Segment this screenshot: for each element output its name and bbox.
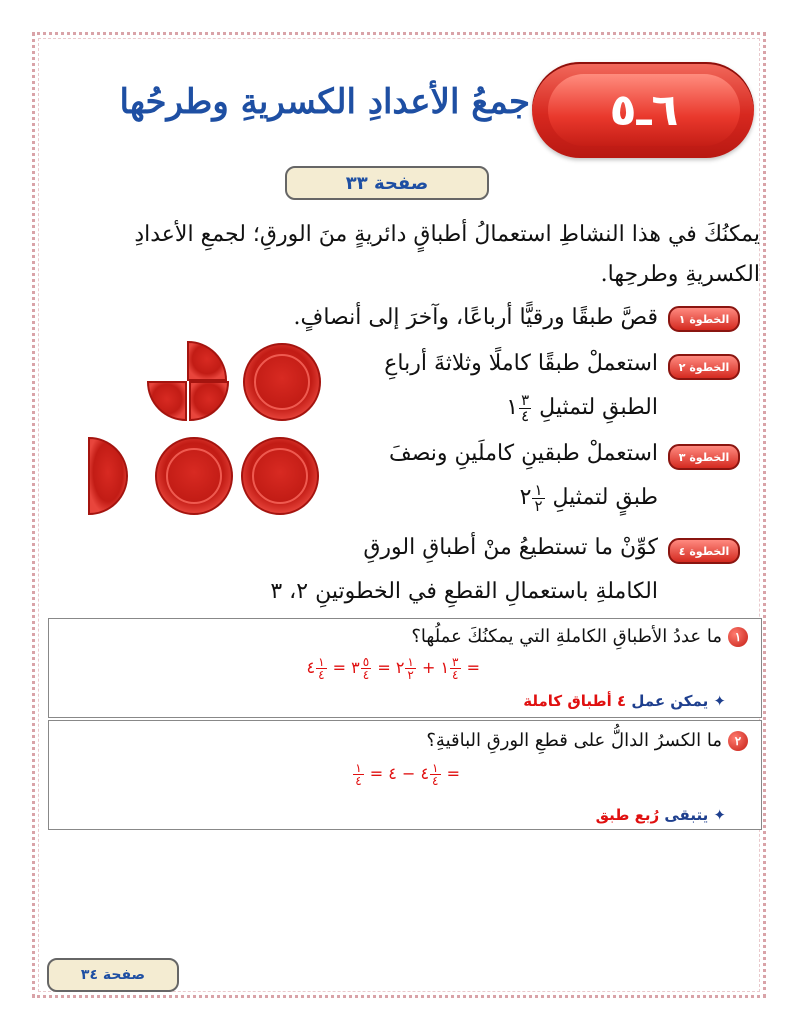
numerator: ٣ xyxy=(521,390,530,409)
step-4-line2: الكاملةِ باستعمالِ القطعِ في الخطوتينِ ٢، ٣ xyxy=(270,579,658,604)
term: $\frac{٥}{٤}$ ٣ xyxy=(351,655,370,682)
fraction xyxy=(532,480,544,515)
step-3-line1: استعملْ طبقينِ كاملَينِ ونصفَ xyxy=(388,441,658,466)
question-2 xyxy=(426,730,748,751)
half-plate xyxy=(89,438,127,514)
step-1-badge: الخطوة ١ xyxy=(668,306,740,332)
denominator: ٢ xyxy=(534,496,543,515)
term: $\frac{١}{٤}$ xyxy=(355,761,362,788)
answer-value: رُبع طبق xyxy=(595,806,660,824)
full-plate xyxy=(242,438,318,514)
step-2-badge: الخطوة ٢ xyxy=(668,354,740,380)
paper-plates-illustration xyxy=(84,340,334,530)
step-2-line1: استعملْ طبقًا كاملًا وثلاثةَ أرباعِ xyxy=(384,351,658,376)
step-3-badge: الخطوة ٣ xyxy=(668,444,740,470)
answer-prefix: ✦ يمكن عمل xyxy=(631,692,726,710)
page-reference-bottom: صفحة ٣٤ xyxy=(47,958,179,992)
step-4-text xyxy=(250,526,658,614)
op-equals: = xyxy=(332,658,347,677)
question-1-work xyxy=(300,656,480,681)
question-1-answer xyxy=(390,692,726,710)
op-plus: + xyxy=(421,658,436,677)
question-1-text: ما عددُ الأطباقِ الكاملةِ التي يمكنُكَ عملُها؟ xyxy=(411,626,722,647)
step-3-text xyxy=(350,432,658,520)
step-1-text: قصَّ طبقًا ورقيًّا أرباعًا، وآخرَ إلى أنصافٍ. xyxy=(293,305,658,330)
term: $\frac{١}{٤}$ ٤ xyxy=(420,761,439,788)
lesson-title: جمعُ الأعدادِ الكسريةِ وطرحُها xyxy=(119,82,530,122)
lesson-number: ٦ـ٥ xyxy=(548,74,740,146)
answer-prefix: ✦ يتبقى xyxy=(664,806,726,824)
op-minus: − xyxy=(401,764,416,783)
question-2-answer xyxy=(440,806,726,824)
op-equals: = xyxy=(377,658,391,677)
question-2-work xyxy=(340,762,460,787)
question-2-text: ما الكسرُ الدالُّ على قطعِ الورقِ الباقيةِ؟ xyxy=(426,730,722,751)
step-4-badge: الخطوة ٤ xyxy=(668,538,740,564)
whole-part: ٢ xyxy=(519,485,532,510)
step-2-line2 xyxy=(350,386,658,430)
op-equals: = xyxy=(369,764,384,783)
page-reference-top: صفحة ٣٣ xyxy=(285,166,489,200)
answer-value: ٤ أطباق كاملة xyxy=(523,692,627,710)
step-2-line2-text: الطبقِ لتمثيلِ xyxy=(539,395,658,420)
step-4-line1: كوِّنْ ما تستطيعُ منْ أطباقِ الورقِ xyxy=(363,535,658,560)
full-plate xyxy=(244,344,320,420)
question-number: ٢ xyxy=(728,731,748,751)
denominator: ٤ xyxy=(521,406,530,425)
term: $\frac{١}{٢}$ ٢ xyxy=(395,655,414,682)
term: $\frac{٣}{٤}$ ١ xyxy=(440,655,459,682)
three-quarter-plate xyxy=(148,342,228,420)
step-3-line2 xyxy=(350,476,658,520)
op-equals: = xyxy=(466,658,480,677)
op-equals: = xyxy=(446,764,460,783)
mixed-number xyxy=(506,390,532,425)
step-2-text xyxy=(350,342,658,430)
question-1 xyxy=(411,626,748,647)
full-plate xyxy=(156,438,232,514)
intro-paragraph: يمكنُكَ في هذا النشاطِ استعمالُ أطباقٍ دائريةٍ منَ الورقِ؛ لجمعِ الأعدادِ الكسريةِ وطرحِها. xyxy=(134,222,760,287)
numerator: ١ xyxy=(534,480,543,499)
question-number: ١ xyxy=(728,627,748,647)
step-3-line2-text: طبقٍ لتمثيلِ xyxy=(552,485,658,510)
mixed-number xyxy=(519,480,546,515)
term: ٤ xyxy=(388,764,397,783)
fraction xyxy=(519,390,531,425)
whole-part: ١ xyxy=(506,395,519,420)
term: $\frac{١}{٤}$ ٤ xyxy=(306,655,325,682)
